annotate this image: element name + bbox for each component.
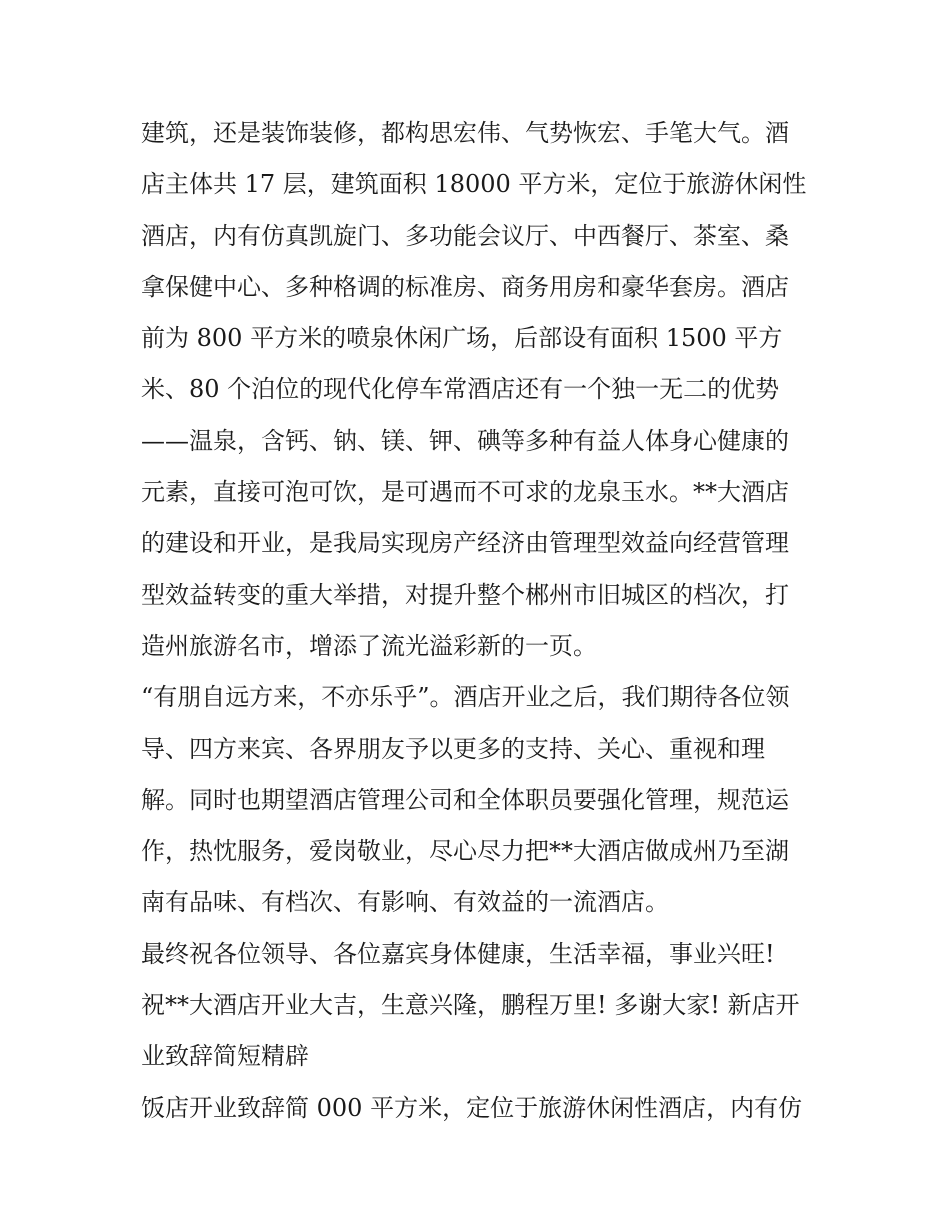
document-body	[141, 108, 821, 1134]
text-line: 作，热忱服务，爱岗敬业，尽心尽力把**大酒店做成州乃至湖	[141, 837, 789, 866]
text-line: 米、80 个泊位的现代化停车常酒店还有一个独一无二的优势	[141, 375, 780, 404]
text-line: 建筑，还是装饰装修，都构思宏伟、气势恢宏、手笔大气。酒	[141, 119, 789, 147]
text-line: 南有品味、有档次、有影响、有效益的一流酒店。	[141, 888, 669, 917]
text-line: 店主体共 17 层，建筑面积 18000 平方米，定位于旅游休闲性	[141, 170, 807, 199]
text-line: 拿保健中心、多种格调的标准房、商务用房和豪华套房。酒店	[141, 272, 789, 301]
text-line: 的建设和开业，是我局实现房产经济由管理型效益向经营管理	[141, 529, 789, 558]
text-line: 造州旅游名市，增添了流光溢彩新的一页。	[141, 631, 597, 660]
text-line: 饭店开业致辞简 000 平方米，定位于旅游休闲性酒店，内有仿	[141, 1093, 803, 1122]
text-line: 酒店，内有仿真凯旋门、多功能会议厅、中西餐厅、茶室、桑	[141, 221, 789, 250]
text-line: “有朋自远方来，不亦乐乎”。酒店开业之后，我们期待各位领	[141, 683, 790, 712]
text-line: 元素，直接可泡可饮，是可遇而不可求的龙泉玉水。**大酒店	[141, 478, 789, 507]
text-line: 型效益转变的重大举措，对提升整个郴州市旧城区的档次，打	[141, 580, 789, 609]
text-line: 解。同时也期望酒店管理公司和全体职员要强化管理，规范运	[141, 785, 789, 814]
text-line: 前为 800 平方米的喷泉休闲广场，后部设有面积 1500 平方	[141, 324, 783, 353]
text-line: 业致辞简短精辟	[141, 1042, 309, 1071]
text-line: 祝**大酒店开业大吉，生意兴隆，鹏程万里! 多谢大家! 新店开	[141, 991, 800, 1020]
text-line: ——温泉，含钙、钠、镁、钾、碘等多种有益人体身心健康的	[141, 426, 789, 455]
text-line: 最终祝各位领导、各位嘉宾身体健康，生活幸福，事业兴旺!	[141, 939, 775, 968]
text-line: 导、四方来宾、各界朋友予以更多的支持、关心、重视和理	[141, 734, 765, 763]
